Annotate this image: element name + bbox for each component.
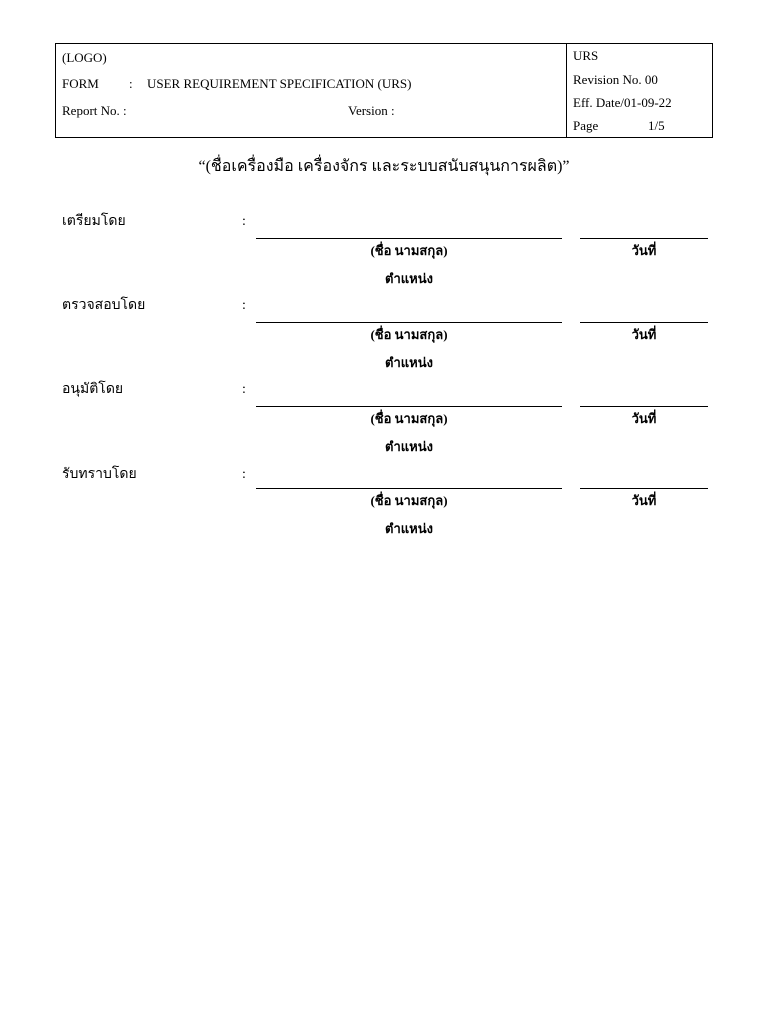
signature-label: ตรวจสอบโดย [62,298,146,313]
name-caption: (ชื่อ นามสกุล) [370,411,448,426]
signature-colon: : [242,214,246,229]
form-title: USER REQUIREMENT SPECIFICATION (URS) [147,76,412,91]
form-colon: : [129,76,133,91]
date-caption: วันที่ [631,327,657,342]
version-label: Version : [348,103,395,118]
date-signature-line[interactable] [580,238,708,239]
signature-label: รับทราบโดย [62,467,137,482]
revision-number: Revision No. 00 [573,72,658,87]
date-caption: วันที่ [631,411,657,426]
name-signature-line[interactable] [256,238,562,239]
header-right-panel [567,44,712,137]
page-label: Page [573,118,599,133]
document-code: URS [573,48,599,63]
position-caption: ตำแหน่ง [385,439,433,454]
page-number: 1/5 [648,118,665,133]
name-caption: (ชื่อ นามสกุล) [370,243,448,258]
position-caption: ตำแหน่ง [385,521,433,536]
document-title: “(ชื่อเครื่องมือ เครื่องจักร และระบบสนับสนุนการผลิต)” [198,158,570,175]
effective-date: Eff. Date/01-09-22 [573,95,672,110]
position-caption: ตำแหน่ง [385,271,433,286]
signature-colon: : [242,382,246,397]
name-caption: (ชื่อ นามสกุล) [370,493,448,508]
name-signature-line[interactable] [256,406,562,407]
date-signature-line[interactable] [580,488,708,489]
header-left-panel [56,44,567,137]
date-caption: วันที่ [631,243,657,258]
form-label: FORM [62,76,99,91]
report-number-label: Report No. : [62,103,127,118]
date-signature-line[interactable] [580,322,708,323]
name-signature-line[interactable] [256,488,562,489]
logo-placeholder: (LOGO) [62,50,107,65]
signature-label: อนุมัติโดย [62,382,124,397]
signature-label: เตรียมโดย [62,214,126,229]
name-signature-line[interactable] [256,322,562,323]
position-caption: ตำแหน่ง [385,355,433,370]
document-header [55,43,713,138]
signature-colon: : [242,467,246,482]
date-caption: วันที่ [631,493,657,508]
name-caption: (ชื่อ นามสกุล) [370,327,448,342]
signature-colon: : [242,298,246,313]
date-signature-line[interactable] [580,406,708,407]
